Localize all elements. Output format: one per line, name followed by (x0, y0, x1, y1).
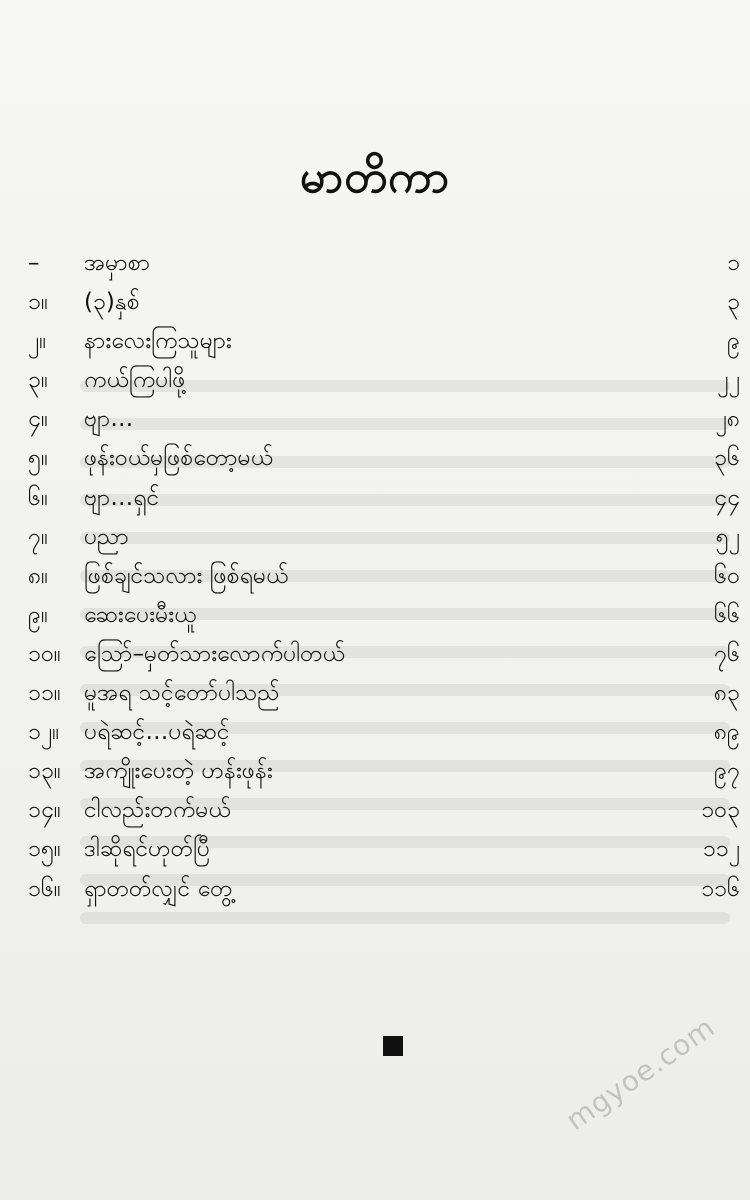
toc-number: ၃။ (28, 367, 48, 394)
watermark: mgyoe.com (560, 1010, 722, 1138)
toc-page-number: ၂၂ (717, 367, 740, 394)
toc-row (28, 557, 740, 596)
toc-page-number: ၃ (727, 289, 740, 316)
toc-page-number: ၈၃ (713, 680, 740, 707)
toc-row (28, 830, 740, 869)
toc-label: မူအရ သင့်တော်ပါသည် (84, 680, 280, 707)
toc-label: အကျိုးပေးတဲ့ ဟန်းဖုန်း (84, 758, 273, 785)
toc-row (28, 596, 740, 635)
toc-page-number: ၅၂ (715, 523, 740, 550)
end-square-icon (383, 1036, 403, 1056)
toc-page-number: ၉ (727, 328, 740, 355)
toc-label: ပညာ (84, 523, 129, 550)
toc-row (28, 791, 740, 830)
toc-page-number: ၁၁၆ (701, 875, 740, 902)
toc-number: ၄။ (28, 406, 48, 433)
toc-row (28, 283, 740, 322)
toc-page-number: ၉၇ (714, 758, 740, 785)
toc-number: ၁၁။ (28, 680, 61, 707)
toc-label: ဗျာ…ရှင် (84, 484, 160, 511)
toc-label: ငါလည်းတက်မယ် (84, 797, 231, 824)
toc-number: ၈။ (28, 562, 49, 589)
toc-row (28, 439, 740, 478)
toc-number: ၁၄။ (28, 797, 61, 824)
toc-label: ဩော်–မှတ်သားလောက်ပါတယ် (84, 640, 345, 667)
toc-row (28, 361, 740, 400)
toc-number: ၉။ (28, 601, 48, 628)
toc-label: ပရဲဆင့်…ပရဲဆင့် (84, 719, 230, 746)
toc-label: (၃)နှစ် (84, 289, 140, 316)
toc-label: ဖြစ်ချင်သလား ဖြစ်ရမယ် (84, 562, 289, 589)
toc-page-number: ၆၆ (714, 601, 740, 628)
toc-number: ၅။ (28, 445, 48, 472)
toc-row (28, 244, 740, 283)
toc-label: နားလေးကြသူများ (84, 328, 232, 355)
toc-row (28, 635, 740, 674)
toc-page-number: ၆၀ (714, 562, 740, 589)
toc-row (28, 713, 740, 752)
toc-page-number: ၃၆ (714, 445, 740, 472)
toc-number: ၁၅။ (28, 836, 61, 863)
toc-row (28, 479, 740, 518)
toc-number: ၁၆။ (28, 875, 61, 902)
toc-label: ရှာတတ်လျှင် တွေ့ (84, 875, 233, 902)
toc-number: ၁။ (28, 289, 48, 316)
toc-page-number: ၈၉ (713, 719, 740, 746)
toc-page-number: ၁ (727, 250, 740, 276)
toc-label: ဖုန်းဝယ်မှဖြစ်တော့မယ် (84, 445, 274, 472)
toc-row (28, 674, 740, 713)
toc-label: ဒါဆိုရင်ဟုတ်ပြီ (84, 836, 211, 863)
toc-label: ဗျာ… (84, 406, 134, 433)
toc-number: – (28, 250, 40, 276)
toc-page-number: ၄၄ (714, 484, 740, 511)
toc-page-number: ၁၁၂ (702, 836, 740, 863)
toc-page-number: ၇၆ (714, 640, 740, 667)
table-of-contents (28, 244, 740, 909)
toc-row (28, 322, 740, 361)
toc-row (28, 752, 740, 791)
toc-number: ၁၀။ (28, 640, 61, 667)
toc-page-number: ၁၀၃ (701, 797, 740, 824)
toc-label: ကယ်ကြပါဖို့ (84, 367, 186, 394)
toc-row (28, 400, 740, 439)
toc-label: အမှာစာ (84, 250, 151, 276)
page-title: မာတိကာ (299, 152, 451, 203)
toc-row (28, 518, 740, 557)
toc-page-number: ၂၈ (715, 406, 740, 433)
toc-number: ၇။ (28, 523, 48, 550)
toc-number: ၆။ (28, 484, 48, 511)
toc-label: ဆေးပေးမီးယူ (84, 601, 197, 628)
toc-number: ၂။ (28, 328, 47, 355)
toc-number: ၁၂။ (28, 719, 60, 746)
toc-row (28, 870, 740, 909)
toc-number: ၁၃။ (28, 758, 61, 785)
